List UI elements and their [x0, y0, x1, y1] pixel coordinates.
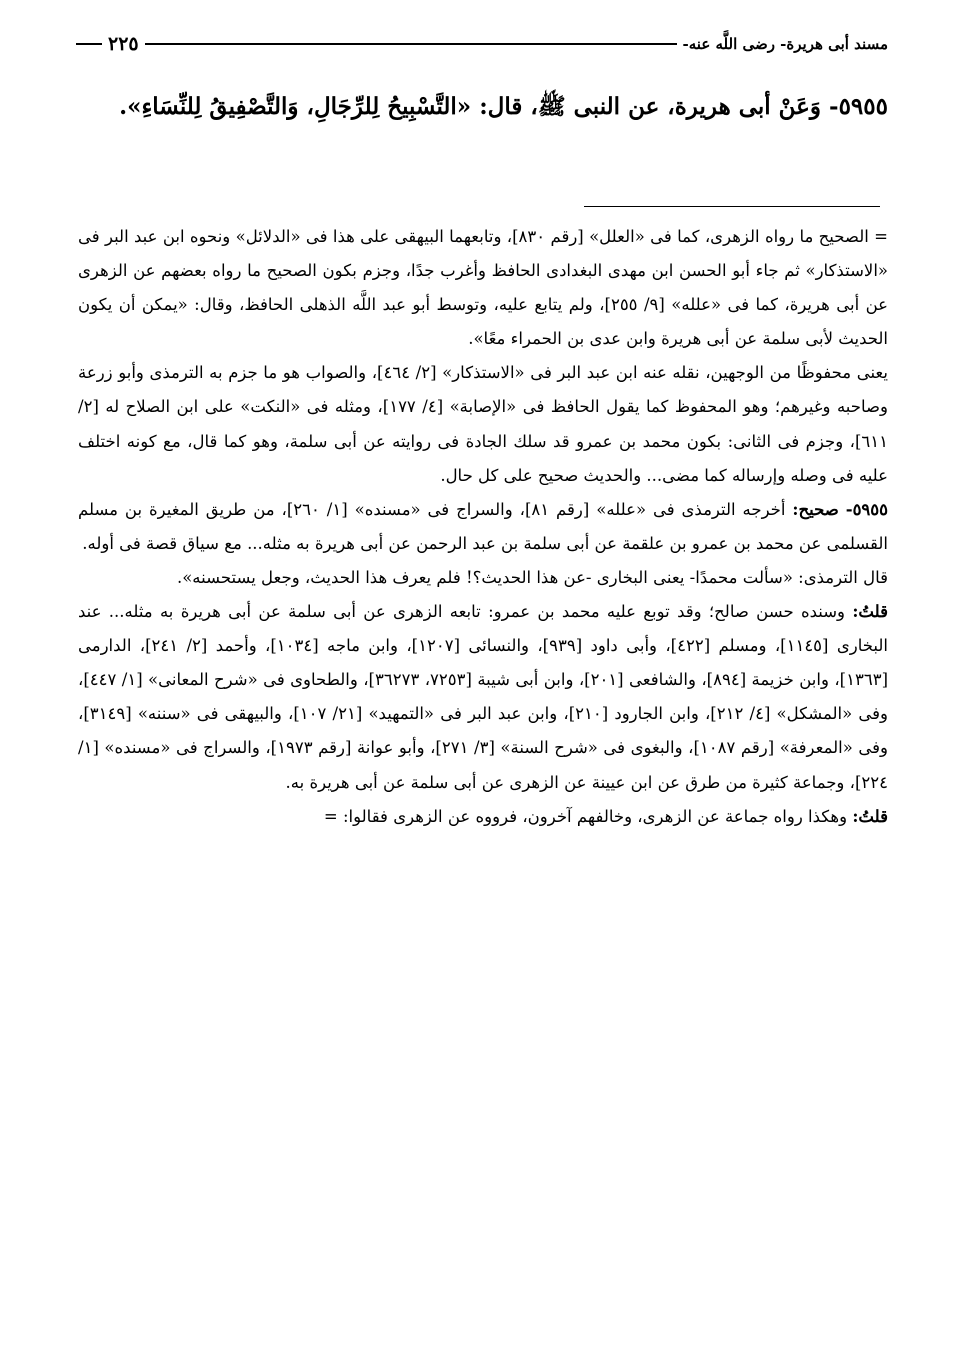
takhrij-paragraph — [78, 493, 888, 561]
takhrij-text: أخرجه الترمذى فى «علله» [رقم ٨١]، والسراج فى «مسنده» [١/ ٢٦٠]، من طريق المغيرة بن مسلم القسلمى عن محمد بن عمرو بن علقمة عن أبى سلمة بن عبد الرحمن عن أبى هريرة به مثله... مع سياق قصة فى أوله. — [78, 499, 888, 553]
hadith-text: وَعَنْ أبى هريرة، عن النبى ﷺ، قال: «التَّسْبِيحُ لِلرِّجَالِ، وَالتَّصْفِيقُ لِلنِّسَاءِ». — [119, 93, 822, 120]
qultu-paragraph-1 — [78, 595, 888, 800]
page-number: ٢٢٥ — [108, 33, 139, 55]
hadith-number: ٥٩٥٥- — [829, 93, 888, 120]
qultu-text-2: وهكذا رواه جماعة عن الزهرى، وخالفهم آخرون، فرووه عن الزهرى فقالوا: = — [323, 806, 848, 826]
hadith-text-block — [78, 78, 888, 136]
footnote-paragraph: = الصحيح ما رواه الزهرى، كما فى «العلل» [رقم ٨٣٠]، وتابعهما البيهقى على هذا فى «الدلائل» ونحوه ابن عبد البر فى «الاستذكار» ثم جاء أبو الحسن ابن مهدى البغدادى الحافظ وأغرب جدًا، وجزم بكون الصحيح ما رواه بعضهم عن الزهرى عن أبى هريرة، كما فى «علله» [٩/ ٢٥٥]، ولم يتابع عليه، وتوسط أبو عبد اللَّه الذهلى الحافظ، وقال: «يمكن أن يكون الحديث لأبى سلمة عن أبى هريرة وابن عدى بن الحمراء معًا». — [78, 227, 888, 349]
takhrij-number: ٥٩٥٥- — [845, 499, 889, 519]
footnote-paragraph: يعنى محفوظًا من الوجهين، نقله عنه ابن عبد البر فى «الاستذكار» [٢/ ٤٦٤]، والصواب هو ما جزم به الترمذى وأبو زرعة وصاحبه وغيرهم؛ وهو المحفوظ كما يقول الحافظ فى «الإصابة» [٤/ ١٧٧]، ومثله فى «النكت» على ابن الصلاح له [٢/ ٦١١]، وجزم فى الثانى: بكون محمد بن عمرو قد سلك الجادة فى روايته عن أبى سلمة، وهو كما قال، مع كونه اختلف عليه فى وصله وإرساله كما مضى... والحديث صحيح على كل حال. — [78, 363, 888, 485]
qultu-label: قلتُ: — [852, 602, 888, 622]
running-title: مسند أبى هريرة- رضى اللَّه عنه- — [682, 35, 888, 53]
tirmidhi-quote: قال الترمذى: «سألت محمدًا- يعنى البخارى -عن هذا الحديث؟! فلم يعرف هذا الحديث، وجعل يستحسنه». — [176, 567, 888, 587]
footnote-separator — [584, 206, 880, 207]
hadith-grade: صحيح: — [792, 499, 839, 519]
qultu-paragraph-2 — [78, 800, 888, 834]
header-rule — [145, 43, 677, 45]
qultu-text-1: وسنده حسن صالح؛ وقد توبع عليه محمد بن عمرو: تابعه الزهرى عن أبى سلمة عن أبى هريرة به مثله... عند البخارى [١١٤٥]، ومسلم [٤٢٢]، وأبى داود [٩٣٩]، والنسائى [١٢٠٧]، وابن ماجه [١٠٣٤]، وأحمد [٢/ ٢٤١]، الدارمى [١٣٦٣]، وابن خزيمة [٨٩٤]، والشافعى [٢٠١]، وابن أبى شيبة [٧٢٥٣، ٣٦٢٧٣]، والطحاوى فى «شرح المعانى» [١/ ٤٤٧]، وفى «المشكل» [٤/ ٢١٢]، وابن الجارود [٢١٠]، وابن عبد البر فى «التمهيد» [٢١/ ١٠٧]، والبيهقى فى «سننه» [٣١٤٩]، وفى «المعرفة» [رقم ١٠٨٧]، والبغوى فى «شرح السنة» [٣/ ٢٧١]، وأبو عوانة [رقم ١٩٧٣]، والسراج فى «مسنده» [١/ ٢٢٤]، وجماعة كثيرة من طرق عن ابن عيينة عن الزهرى عن أبى سلمة عن أبى هريرة به. — [78, 602, 888, 792]
header-rule-end — [76, 43, 102, 45]
footnotes-section — [78, 220, 888, 834]
page-header — [76, 32, 888, 56]
qultu-label: قلتُ: — [852, 806, 888, 826]
